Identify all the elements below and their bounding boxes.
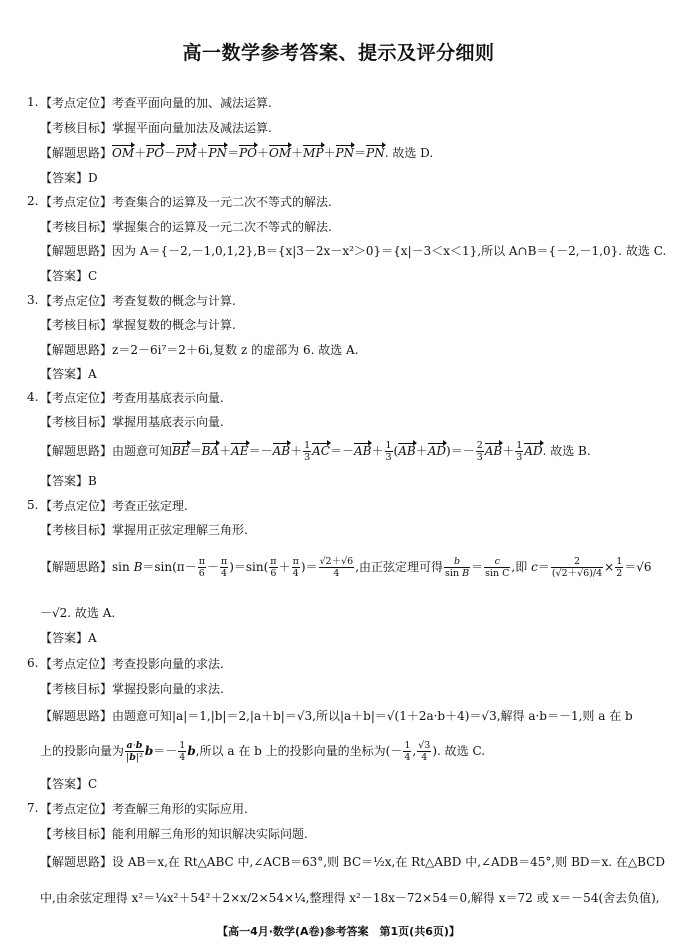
item-point: 【考点定位】考查解三角形的实际应用. <box>40 802 248 816</box>
solution-text: 设 AB＝x,在 Rt△ABC 中,∠ACB＝63°,则 BC＝½x,在 Rt△ABD 中,∠ADB＝45°,则 BD＝x. 在△BCD <box>112 855 665 869</box>
solution-text: 上的投影向量为 <box>40 744 125 758</box>
item-goal: 【考核目标】掌握复数的概念与计算. <box>40 318 236 332</box>
solution-text: 因为 A＝{－2,－1,0,1,2},B＝{x|3－2x－x²＞0}＝{x|－3＜x＜1},所以 A∩B＝{－2,－1,0}. 故选 C. <box>112 244 667 258</box>
solution-tag: 【解题思路】 <box>40 560 113 574</box>
vector-equation: OM＋PO－PM＋PN＝PO＋OM＋MP＋PN＝PN <box>112 146 385 160</box>
item-solution <box>40 145 433 161</box>
item-goal: 【考核目标】掌握平面向量加法及减法运算. <box>40 121 272 135</box>
solution-lead: 由题意可知 <box>112 444 173 458</box>
item-answer: 【答案】D <box>40 171 98 185</box>
solution-tail: . 故选 D. <box>384 146 434 160</box>
item-answer: 【答案】C <box>40 269 98 283</box>
page-title: 高一数学参考答案、提示及评分细则 <box>182 42 495 64</box>
solution-continued: －√2. 故选 A. <box>40 606 116 620</box>
item-number: 6. <box>27 656 39 670</box>
solution-tag: 【解题思路】 <box>40 855 113 869</box>
item-goal: 【考核目标】掌握集合的运算及一元二次不等式的解法. <box>40 220 332 234</box>
item-solution <box>40 556 652 579</box>
page-footer: 【高一4月·数学(A卷)参考答案 第1页(共6页)】 <box>217 925 460 938</box>
item-goal: 【考核目标】掌握用基底表示向量. <box>40 415 224 429</box>
solution-text: z＝2－6i⁷＝2＋6i,复数 z 的虚部为 6. 故选 A. <box>112 343 359 357</box>
solution-tag: 【解题思路】 <box>40 709 113 723</box>
solution-tag: 【解题思路】 <box>40 244 113 258</box>
item-answer: 【答案】A <box>40 367 97 381</box>
item-number: 5. <box>27 498 39 512</box>
item-solution <box>40 708 633 724</box>
solution-continued: 中,由余弦定理得 x²＝¼x²＋54²＋2×x/2×54×¼,整理得 x²－18x－72×54＝0,解得 x＝72 或 x＝－54(舍去负值), <box>40 891 660 905</box>
solution-tail: . 故选 B. <box>542 444 591 458</box>
projection-coords: (－ $\frac{1}{4}$ , $\frac{√3}{4}$ ) <box>385 740 438 763</box>
item-goal: 【考核目标】掌握用正弦定理解三角形. <box>40 523 248 537</box>
item-number: 1. <box>27 95 39 109</box>
solution-text: ,所以 a 在 b 上的投影向量的坐标为 <box>195 744 386 758</box>
solution-mid: ,由正弦定理可得 <box>355 560 444 574</box>
item-number: 4. <box>27 390 39 404</box>
solution-tag: 【解题思路】 <box>40 146 113 160</box>
item-goal: 【考核目标】能利用解三角形的知识解决实际问题. <box>40 827 308 841</box>
item-solution <box>40 243 666 259</box>
item-goal: 【考核目标】掌握投影向量的求法. <box>40 682 224 696</box>
item-solution <box>40 342 359 358</box>
solution-continued <box>40 740 485 763</box>
solution-text: 由题意可知|a|＝1,|b|＝2,|a＋b|＝√3,所以|a＋b|＝√(1＋2a·b＋4)＝√3,解得 a·b＝－1,则 a 在 b <box>112 709 633 723</box>
item-answer: 【答案】A <box>40 631 97 645</box>
sine-formula: sin B＝sin(π－ $\frac{\pi}{6}$ － $\frac{\pi}{4}$ )＝sin( $\frac{\pi}{6}$ ＋ $\frac{\pi}{4}$ )＝ $\frac{√2+√6}{4}$ <box>112 556 354 579</box>
solution-tag: 【解题思路】 <box>40 343 113 357</box>
law-of-sines: $\frac{b}{\text{sin B}}$ ＝ $\frac{c}{\text{sin C}}$ ,即 c＝ $\frac{2}{(√2+√6)/4}$ × $\frac{1}{2}$ ＝√6 <box>445 556 652 579</box>
item-answer: 【答案】C <box>40 777 98 791</box>
item-point: 【考点定位】考查正弦定理. <box>40 499 188 513</box>
projection-formula: $\frac{a\cdot b}{\text{|b|²}}$ b＝－ $\frac{1}{4}$ b <box>126 740 196 763</box>
item-point: 【考点定位】考查平面向量的加、减法运算. <box>40 96 272 110</box>
vector-equation: BE＝BA＋AE＝－AB＋ $\frac{1}{3}$ AC＝－AB＋ $\frac{1}{3}$ (AB＋AD)＝－ $\frac{2}{3}$ AB＋ $\frac{1}{3}$ AD <box>172 440 543 463</box>
solution-tag: 【解题思路】 <box>40 444 113 458</box>
item-number: 2. <box>27 194 39 208</box>
item-number: 7. <box>27 801 39 815</box>
item-solution <box>40 440 591 463</box>
item-point: 【考点定位】考查投影向量的求法. <box>40 657 224 671</box>
solution-tail: . 故选 C. <box>437 744 486 758</box>
item-point: 【考点定位】考查集合的运算及一元二次不等式的解法. <box>40 195 332 209</box>
item-point: 【考点定位】考查复数的概念与计算. <box>40 294 236 308</box>
item-answer: 【答案】B <box>40 474 97 488</box>
item-number: 3. <box>27 293 39 307</box>
item-point: 【考点定位】考查用基底表示向量. <box>40 391 224 405</box>
item-solution <box>40 854 665 870</box>
